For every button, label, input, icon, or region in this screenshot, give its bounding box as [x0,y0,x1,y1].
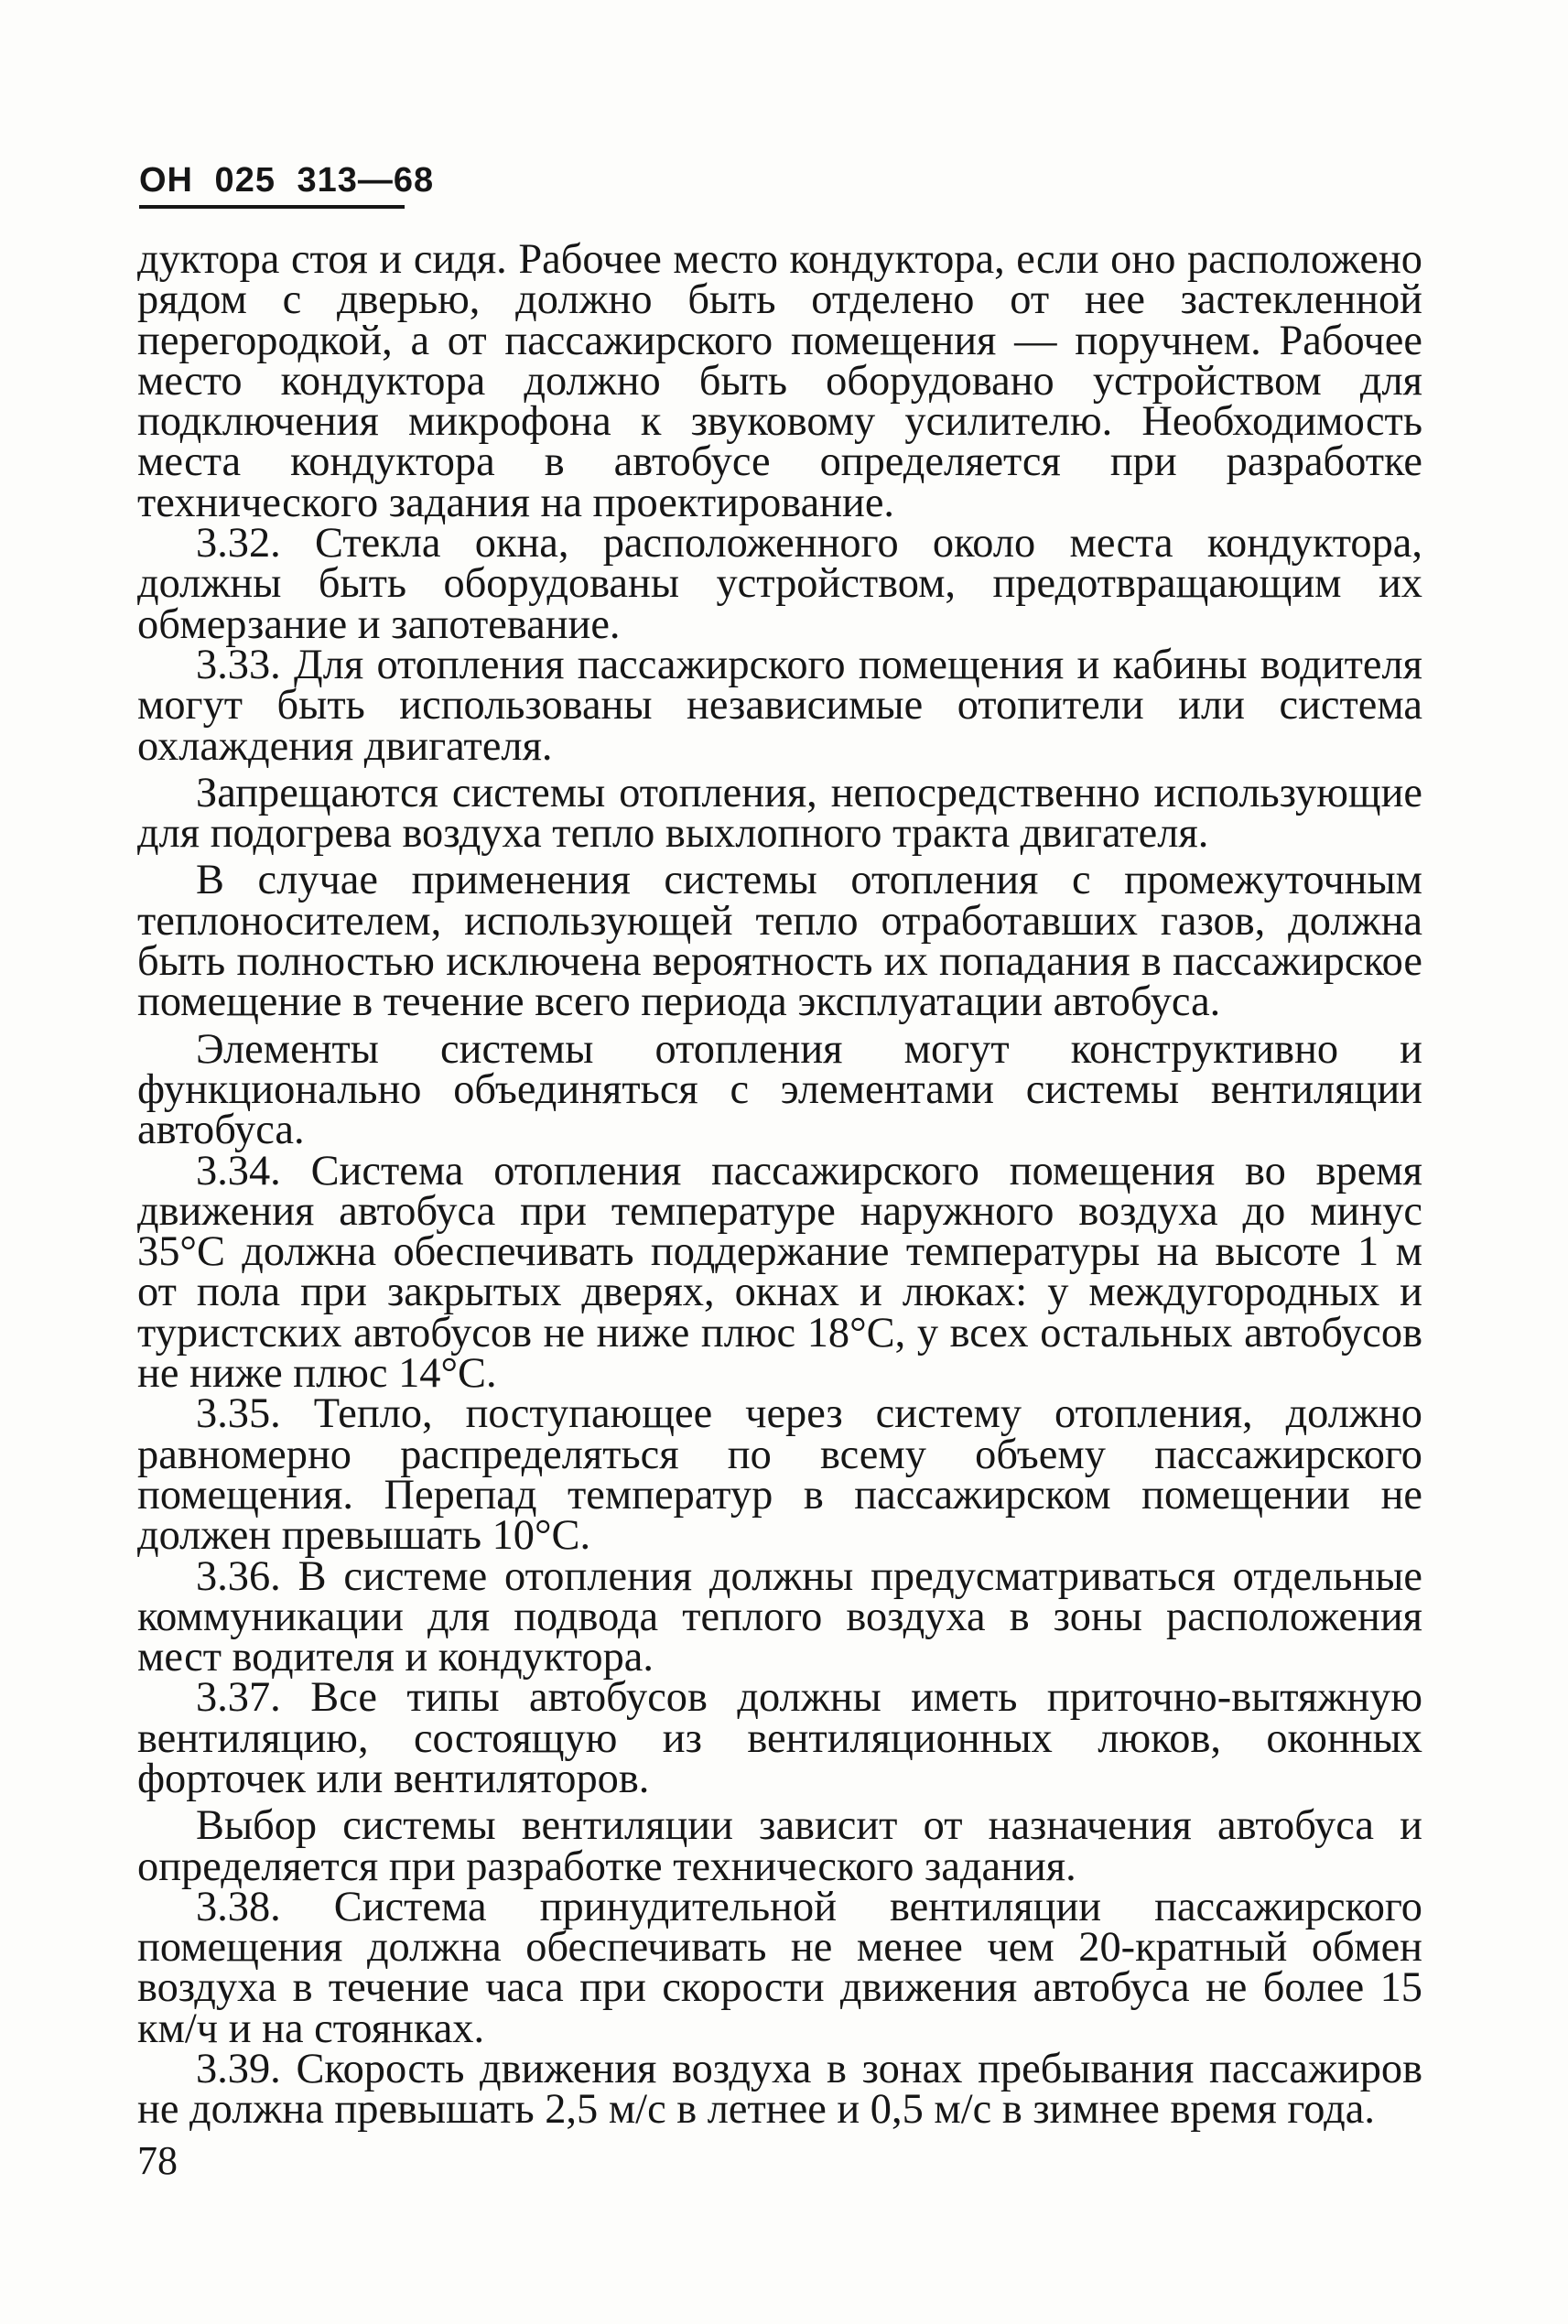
paragraph-3-32: 3.32. Стекла окна, расположенного около места кондуктора, должны быть оборудованы устройством, предотвращающим их обмерзание и запотевание. [137,520,1422,648]
header-underline [139,205,405,209]
paragraph-3-34: 3.34. Система отопления пассажирского помещения во время движения автобуса при температуре наружного воздуха до минус 35°С должна обеспечивать поддержание температуры на высоте 1 м от пола при закрытых дверях, окнах и люках: у междугородных и туристских автобусов не ниже плюс 18°С, у всех остальных автобусов не ниже плюс 14°С. [137,1147,1422,1398]
paragraph-heating-ventilation-combination: Элементы системы отопления могут конструктивно и функционально объединяться с элементами системы вентиляции автобуса. [137,1025,1422,1154]
paragraph-3-39: 3.39. Скорость движения воздуха в зонах пребывания пассажиров не должна превышать 2,5 м/с в летнее и 0,5 м/с в зимнее время года. [137,2046,1422,2134]
paragraph-heating-prohibition: Запрещаются системы отопления, непосредственно использующие для подогрева воздуха тепло выхлопного тракта двигателя. [137,769,1422,858]
page-number: 78 [137,2138,178,2183]
paragraph-intermediate-heat-carrier: В случае применения системы отопления с промежуточным теплоносителем, использующей тепло отработавших газов, должна быть полностью исключена вероятность их попадания в пассажирское помещение в течение всего периода эксплуатации автобуса. [137,857,1422,1026]
document-code-header: ОН 025 313—68 [139,161,435,200]
paragraph-continuation-conductor-workplace: дуктора стоя и сидя. Рабочее место кондуктора, если оно расположено рядом с дверью, должно быть отделено от нее застекленной перегородкой, а от пассажирского помещения — поручнем. Рабочее место кондуктора должно быть оборудовано устройством для подключения микрофона к звуковому усилителю. Необходимость места кондуктора в автобусе определяется при разработке технического задания на проектирование. [137,236,1422,526]
paragraph-3-38: 3.38. Система принудительной вентиляции пассажирского помещения должна обеспечивать не менее чем 20-кратный обмен воздуха в течение часа при скорости движения автобуса не более 15 км/ч и на стоянках. [137,1883,1422,2052]
paragraph-ventilation-choice: Выбор системы вентиляции зависит от назначения автобуса и определяется при разработке технического задания. [137,1802,1422,1890]
paragraph-3-33: 3.33. Для отопления пассажирского помещения и кабины водителя могут быть использованы независимые отопители или система охлаждения двигателя. [137,641,1422,770]
document-body [137,236,1422,2134]
paragraph-3-37: 3.37. Все типы автобусов должны иметь приточно-вытяжную вентиляцию, состоящую из вентиляционных люков, оконных форточек или вентиляторов. [137,1674,1422,1802]
paragraph-3-36: 3.36. В системе отопления должны предусматриваться отдельные коммуникации для подвода теплого воздуха в зоны расположения мест водителя и кондуктора. [137,1552,1422,1681]
paragraph-3-35: 3.35. Тепло, поступающее через систему отопления, должно равномерно распределяться по всему объему пассажирского помещения. Перепад температур в пассажирском помещении не должен превышать 10°С. [137,1390,1422,1560]
